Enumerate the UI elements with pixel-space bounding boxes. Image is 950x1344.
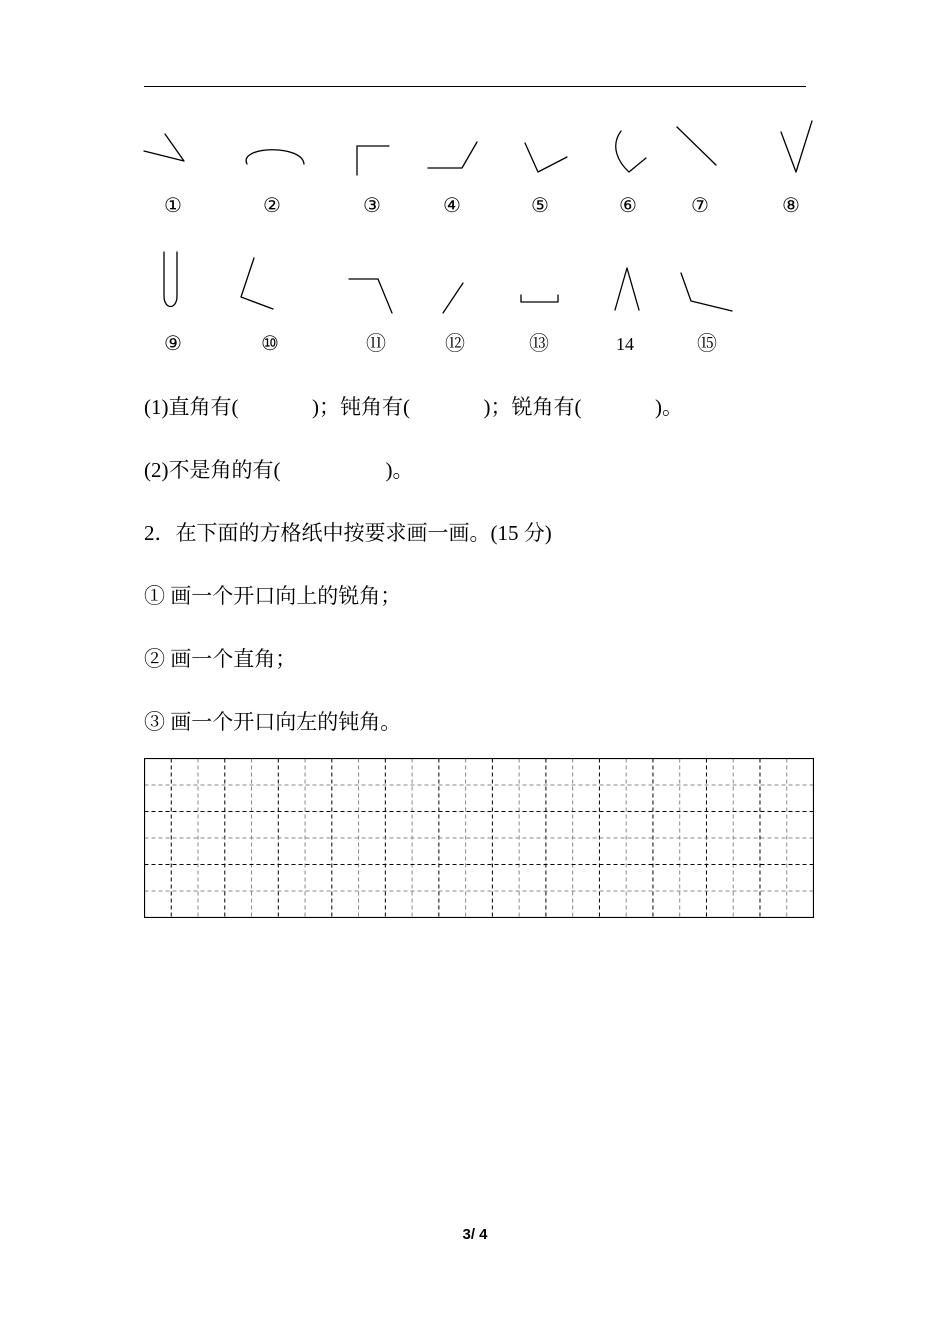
figure-4 (428, 142, 477, 168)
figure-label-3: ③ (363, 195, 381, 217)
figure-label-14: 14 (616, 334, 634, 354)
figure-10 (241, 258, 273, 309)
figure-5 (525, 143, 567, 172)
figure-label-10: ⑩ (261, 333, 279, 355)
figure-label-1: ① (164, 195, 182, 217)
figure-label-12: ⑫ (445, 333, 465, 355)
grid-paper[interactable] (144, 758, 814, 918)
figure-1 (144, 134, 184, 161)
angle-figures (0, 0, 950, 380)
question-1-part-2: (2)不是角的有( )。 (144, 458, 414, 482)
figure-label-5: ⑤ (531, 195, 549, 217)
figure-label-4: ④ (443, 195, 461, 217)
figure-3 (357, 146, 389, 175)
figure-label-7: ⑦ (691, 195, 709, 217)
figure-13 (521, 295, 558, 302)
figure-9 (164, 252, 177, 307)
figure-label-8: ⑧ (782, 195, 800, 217)
figure-label-13: ⑬ (529, 333, 549, 355)
question-2-item-1: ① 画一个开口向上的锐角； (144, 584, 402, 608)
figure-12 (443, 283, 463, 313)
figure-7 (677, 127, 716, 165)
question-2-item-3: ③ 画一个开口向左的钝角。 (144, 710, 402, 734)
page-number: 3/ 4 (462, 1226, 488, 1243)
figure-label-15: ⑮ (697, 333, 717, 355)
figure-label-9: ⑨ (164, 333, 182, 355)
question-1-part-1: (1)直角有( )；钝角有( )；锐角有( )。 (144, 395, 683, 419)
question-2-title: 2．在下面的方格纸中按要求画一画。(15 分) (144, 521, 552, 545)
figure-11 (349, 279, 392, 313)
figure-15 (681, 273, 732, 311)
figure-label-2: ② (263, 195, 281, 217)
figure-6 (616, 131, 646, 172)
figure-label-6: ⑥ (619, 195, 637, 217)
figure-label-11: ⑪ (366, 333, 386, 355)
question-2-item-2: ② 画一个直角； (144, 647, 297, 671)
figure-2 (246, 150, 304, 164)
figure-8 (781, 121, 812, 172)
figure-14 (615, 268, 639, 310)
